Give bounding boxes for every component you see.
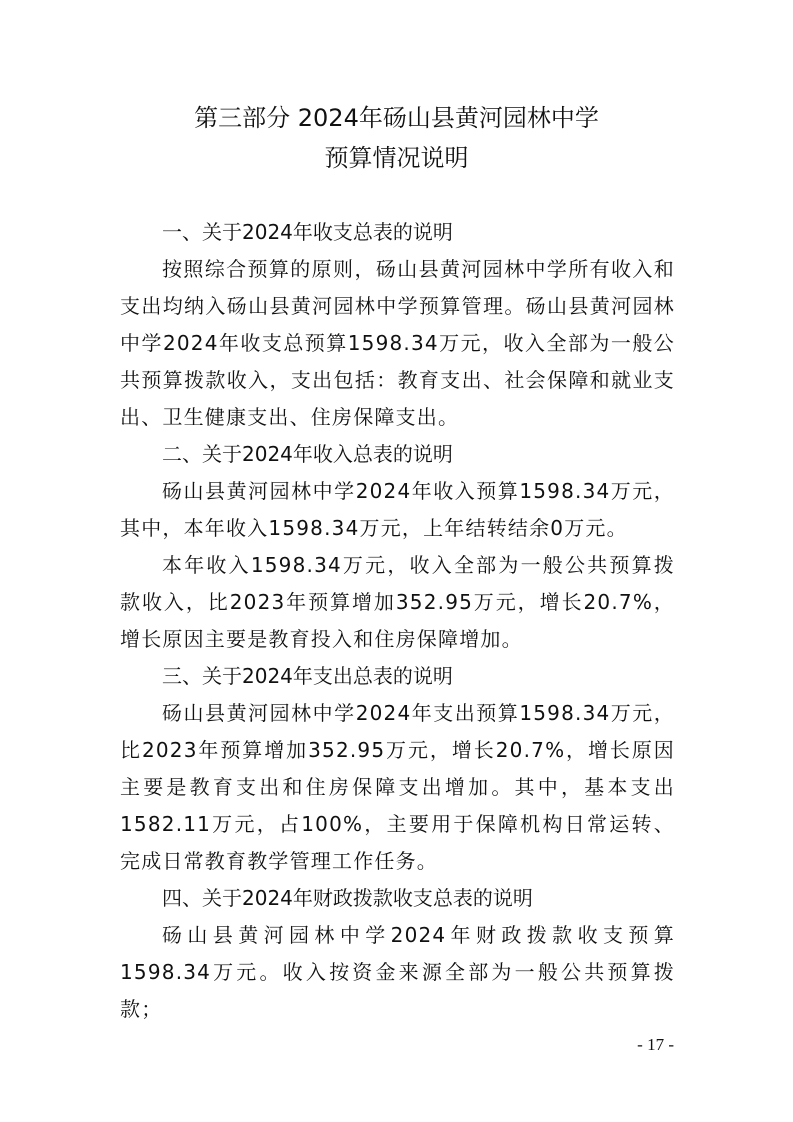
section-paragraph: 砀山县黄河园林中学2024年收入预算1598.34万元，其中，本年收入1598.34万元，上年结转结余0万元。	[120, 479, 675, 540]
document-body	[120, 214, 675, 1028]
page-title: 第三部分 2024年砀山县黄河园林中学	[194, 104, 599, 132]
section-heading: 一、关于2024年收支总表的说明	[162, 220, 453, 244]
section-paragraph: 砀山县黄河园林中学2024年财政拨款收支预算1598.34万元。收入按资金来源全部为一般公共预算拨款；	[120, 923, 675, 1021]
section-paragraph: 按照综合预算的原则，砀山县黄河园林中学所有收入和支出均纳入砀山县黄河园林中学预算管理。砀山县黄河园林中学2024年收支总预算1598.34万元，收入全部为一般公共预算拨款收入，支出包括：教育支出、社会保障和就业支出、卫生健康支出、住房保障支出。	[120, 257, 675, 429]
section-heading: 四、关于2024年财政拨款收支总表的说明	[162, 886, 533, 910]
section-heading: 三、关于2024年支出总表的说明	[162, 664, 453, 688]
section-paragraph: 本年收入1598.34万元，收入全部为一般公共预算拨款收入，比2023年预算增加352.95万元，增长20.7%，增长原因主要是教育投入和住房保障增加。	[120, 553, 675, 651]
section-heading: 二、关于2024年收入总表的说明	[162, 442, 453, 466]
page-subtitle: 预算情况说明	[324, 144, 469, 172]
page-number: - 17 -	[637, 1035, 674, 1054]
section-paragraph: 砀山县黄河园林中学2024年支出预算1598.34万元，比2023年预算增加352.95万元，增长20.7%，增长原因主要是教育支出和住房保障支出增加。其中，基本支出1582.11万元，占100%，主要用于保障机构日常运转、完成日常教育教学管理工作任务。	[120, 701, 675, 873]
